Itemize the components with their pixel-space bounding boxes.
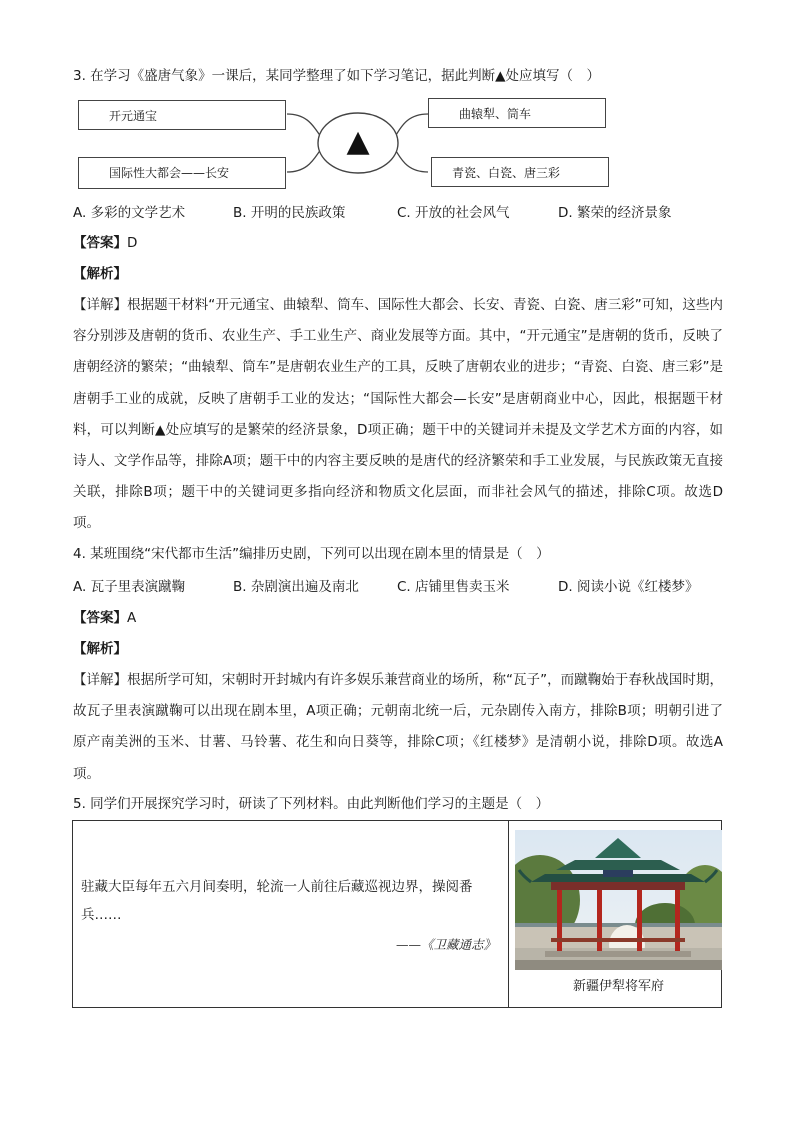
source-material-table [72,820,722,1008]
q3-option-c: C. 开放的社会风气 [397,205,510,221]
q4-analysis-label: 【解析】 [73,641,127,657]
q4-detail: 【详解】根据所学可知，宋朝时开封城内有许多娱乐兼营商业的场所，称“瓦子”，而蹴鞠始于春秋战国时期，故瓦子里表演蹴鞠可以出现在剧本里，A项正确；元朝南北统一后，元杂剧传入南方，排除B项；明朝引进了原产南美洲的玉米、甘薯、马铃薯、花生和向日葵等，排除C项；《红楼梦》是清朝小说，排除D项。故选A项。 [73,672,723,782]
answer-value: D [127,235,138,251]
q4-option-c: C. 店铺里售卖玉米 [397,579,510,595]
q3-analysis-label: 【解析】 [73,266,127,282]
quote-source: ——《卫藏通志》 [395,937,496,952]
answer-label: 【答案】 [73,235,127,251]
q4-option-d: D. 阅读小说《红楼梦》 [558,579,699,595]
box-top-right: 曲辕犁、筒车 [428,98,606,128]
q3-option-a: A. 多彩的文学艺术 [73,205,186,221]
quote-text: 驻藏大臣每年五六月间奏明，轮流一人前往后藏巡视边界，操阅番兵…… [81,879,473,923]
q4-stem: 4. 某班围绕“宋代都市生活”编排历史剧，下列可以出现在剧本里的情景是（ ） [73,546,550,562]
table-divider [508,821,509,1007]
box-top-left: 开元通宝 [78,100,286,130]
q3-answer [73,233,137,253]
q3-detail: 【详解】根据题干材料“开元通宝、曲辕犁、筒车、国际性大都会、长安、青瓷、白瓷、唐三彩”可知，这些内容分别涉及唐朝的货币、农业生产、手工业生产、商业发展等方面。其中，“开元通宝”是唐朝的货币，反映了唐朝经济的繁荣；“曲辕犁、筒车”是唐朝农业生产的工具，反映了唐朝农业的进步；“青瓷、白瓷、唐三彩”是唐朝手工业的成就，反映了唐朝手工业的发达；“国际性大都会—长安”是唐朝商业中心，因此，根据题干材料，可以判断▲处应填写的是繁荣的经济景象，D项正确；题干中的关键词并未提及文学艺术方面的内容，如诗人、文学作品等，排除A项；题干中的内容主要反映的是唐代的经济繁荣和手工业发展，与民族政策无直接关联，排除B项；题干中的关键词更多指向经济和物质文化层面，而非社会风气的描述，排除C项。故选D项。 [73,297,723,532]
box-bottom-right: 青瓷、白瓷、唐三彩 [431,157,609,187]
q4-answer [73,608,136,628]
answer-value: A [127,610,137,626]
triangle-marker: ▲ [346,124,370,159]
answer-label: 【答案】 [73,610,127,626]
q3-stem: 3. 在学习《盛唐气象》一课后，某同学整理了如下学习笔记，据此判断▲处应填写（ ） [73,68,601,84]
photo-caption: 新疆伊犁将军府 [572,979,664,994]
q3-option-d: D. 繁荣的经济景象 [558,205,672,221]
q5-stem: 5. 同学们开展探究学习时，研读了下列材料。由此判断他们学习的主题是（ ） [73,796,550,812]
q3-option-b: B. 开明的民族政策 [233,205,346,221]
box-bottom-left: 国际性大都会——长安 [78,157,286,189]
q4-option-b: B. 杂剧演出遍及南北 [233,579,359,595]
pavilion-photo [515,830,722,970]
q4-option-a: A. 瓦子里表演蹴鞠 [73,579,186,595]
